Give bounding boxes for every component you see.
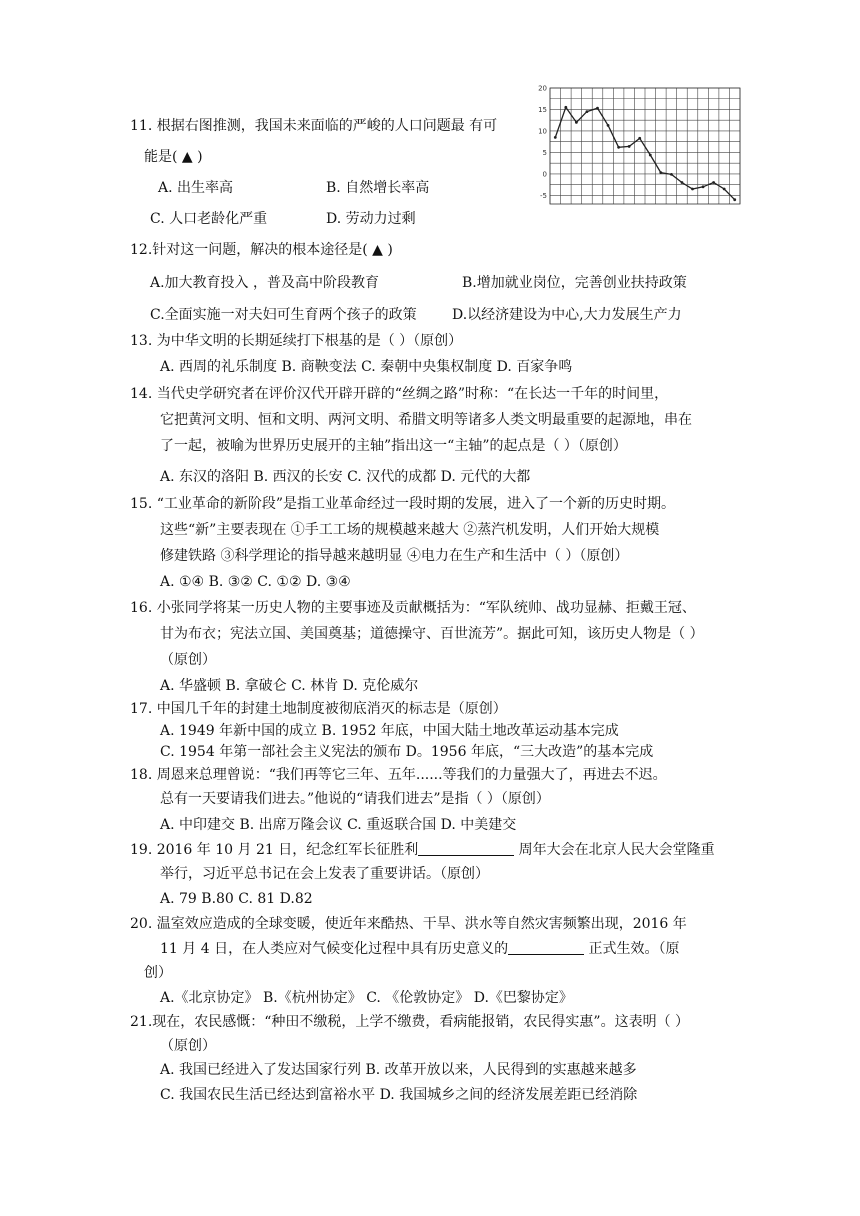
data-point <box>596 107 599 110</box>
y-tick-label: 20 <box>538 84 547 93</box>
q16-stem-line1: 16. 小张同学将某一历史人物的主要事迹及贡献概括为：“军队统帅、战功显赫、拒戴王冠、 <box>130 600 696 616</box>
q19-stem-text-a: 19. 2016 年 10 月 21 日，纪念红军长征胜利 <box>130 842 419 858</box>
q20-options: A.《北京协定》 B.《杭州协定》 C. 《伦敦协定》 D.《巴黎协定》 <box>160 990 573 1006</box>
q20-stem-line2 <box>160 939 680 959</box>
q17-options-ab: A. 1949 年新中国的成立 B. 1952 年底，中国大陆土地改革运动基本完成 <box>160 723 619 739</box>
q15-options: A. ①④ B. ③② C. ①② D. ③④ <box>160 574 351 590</box>
q18-stem-line2: 总有一天要请我们进去。”他说的“请我们进去”是指（ ）（原创） <box>160 791 550 807</box>
q21-options-ab: A. 我国已经进入了发达国家行列 B. 改革开放以来，人民得到的实惠越来越多 <box>160 1062 637 1078</box>
data-point <box>564 106 567 109</box>
data-point <box>681 181 684 184</box>
q17-options-cd: C. 1954 年第一部社会主义宪法的颁布 D。1956 年底，“三大改造”的基本完成 <box>160 744 654 760</box>
q14-stem-line2: 它把黄河文明、恒和文明、两河文明、希腊文明等诸多人类文明最重要的起源地，串在 <box>160 412 692 428</box>
data-point <box>638 137 641 140</box>
q12-option-c: C.全面实施一对夫妇可生育两个孩子的政策 <box>150 307 417 323</box>
q12-option-a: A.加大教育投入 ，普及高中阶段教育 <box>150 275 380 291</box>
data-point <box>723 188 726 191</box>
q11-option-b: B. 自然增长率高 <box>326 180 430 196</box>
data-point <box>691 188 694 191</box>
q16-options: A. 华盛顿 B. 拿破仑 C. 林肯 D. 克伦威尔 <box>160 678 419 694</box>
q15-stem-line1: 15. “工业革命的新阶段”是指工业革命经过一段时期的发展，进入了一个新的历史时期。 <box>130 496 676 512</box>
q13-stem: 13. 为中华文明的长期延续打下根基的是（ ）（原创） <box>130 333 463 349</box>
q19-answer-blank[interactable] <box>418 841 514 856</box>
data-point <box>554 136 557 139</box>
q11-stem-line2: 能是( ▲ ) <box>144 149 203 165</box>
y-tick-label: 0 <box>542 170 547 179</box>
q18-options: A. 中印建交 B. 出席万隆会议 C. 重返联合国 D. 中美建交 <box>160 817 517 833</box>
q17-stem: 17. 中国几千年的封建土地制度被彻底消灭的标志是（原创） <box>130 701 507 717</box>
q14-stem-line1: 14. 当代史学研究者在评价汉代开辟开辟的“丝绸之路”时称：“在长达一千年的时间里， <box>130 386 669 402</box>
data-point <box>670 173 673 176</box>
data-point <box>702 185 705 188</box>
q20-stem-line1: 20. 温室效应造成的全球变暖，使近年来酷热、干旱、洪水等自然灾害频繁出现，2016 年 <box>130 916 687 932</box>
chart-y-ticks <box>538 85 547 200</box>
q15-stem-line3: 修建铁路 ③科学理论的指导越来越明显 ④电力在生产和生活中（ ）（原创） <box>160 548 629 564</box>
q14-options: A. 东汉的洛阳 B. 西汉的长安 C. 汉代的成都 D. 元代的大都 <box>160 469 531 485</box>
q16-stem-line3: （原创） <box>160 652 216 668</box>
q20-stem-text-b: 正式生效。（原 <box>584 941 680 957</box>
q12-option-d: D.以经济建设为中心,大力发展生产力 <box>452 307 682 323</box>
q20-stem-line3: 创） <box>144 965 172 981</box>
q13-options: A. 西周的礼乐制度 B. 商鞅变法 C. 秦朝中央集权制度 D. 百家争鸣 <box>160 359 573 375</box>
q21-stem-line2: （原创） <box>160 1038 216 1054</box>
q18-stem-line1: 18. 周恩来总理曾说：“我们再等它三年、五年......等我们的力量强大了，再进去不迟。 <box>130 767 667 783</box>
q15-stem-line2: 这些“新”主要表现在 ①手工工场的规模越来越大 ②蒸汽机发明，人们开始大规模 <box>160 522 660 538</box>
q21-options-cd: C. 我国农民生活已经达到富裕水平 D. 我国城乡之间的经济发展差距已经消除 <box>160 1087 638 1103</box>
y-tick-label: 15 <box>538 105 547 114</box>
y-tick-label: 5 <box>542 148 547 157</box>
data-point <box>586 110 589 113</box>
q12-stem: 12.针对这一问题，解决的根本途径是( ▲ ) <box>130 242 393 258</box>
data-point <box>575 121 578 124</box>
population-growth-chart <box>534 84 744 208</box>
q12-option-b: B.增加就业岗位，完善创业扶持政策 <box>462 275 687 291</box>
y-tick-label: 10 <box>538 127 547 136</box>
q21-stem-line1: 21.现在，农民感慨：“种田不缴税，上学不缴费，看病能报销，农民得实惠”。这表明（ ） <box>130 1014 690 1030</box>
q19-stem-line2: 举行，习近平总书记在会上发表了重要讲话。（原创） <box>160 866 489 882</box>
data-point <box>712 181 715 184</box>
data-point <box>607 124 610 127</box>
data-point <box>659 171 662 174</box>
data-point <box>628 145 631 148</box>
q14-stem-line3: 了一起，被喻为世界历史展开的主轴”指出这一“主轴”的起点是（ ）（原创） <box>160 438 627 454</box>
data-point <box>649 154 652 157</box>
data-point <box>733 198 736 201</box>
q19-stem-line1 <box>130 840 715 860</box>
q11-option-c: C. 人口老龄化严重 <box>150 211 268 227</box>
y-tick-label: -5 <box>540 191 547 200</box>
data-point <box>617 146 620 149</box>
q19-options: A. 79 B.80 C. 81 D.82 <box>160 891 313 907</box>
q11-option-a: A. 出生率高 <box>158 180 234 196</box>
q11-option-d: D. 劳动力过剩 <box>326 211 416 227</box>
q16-stem-line2: 甘为布衣；宪法立国、美国奠基；道德操守、百世流芳”。据此可知，该历史人物是（ ） <box>160 626 704 642</box>
q11-stem-line1: 11. 根据右图推测，我国未来面临的严峻的人口问题最 有可 <box>130 118 498 134</box>
q20-stem-text-a: 11 月 4 日，在人类应对气候变化过程中具有历史意义的 <box>160 941 509 957</box>
q20-answer-blank[interactable] <box>508 940 584 955</box>
q19-stem-text-b: 周年大会在北京人民大会堂隆重 <box>514 842 715 858</box>
